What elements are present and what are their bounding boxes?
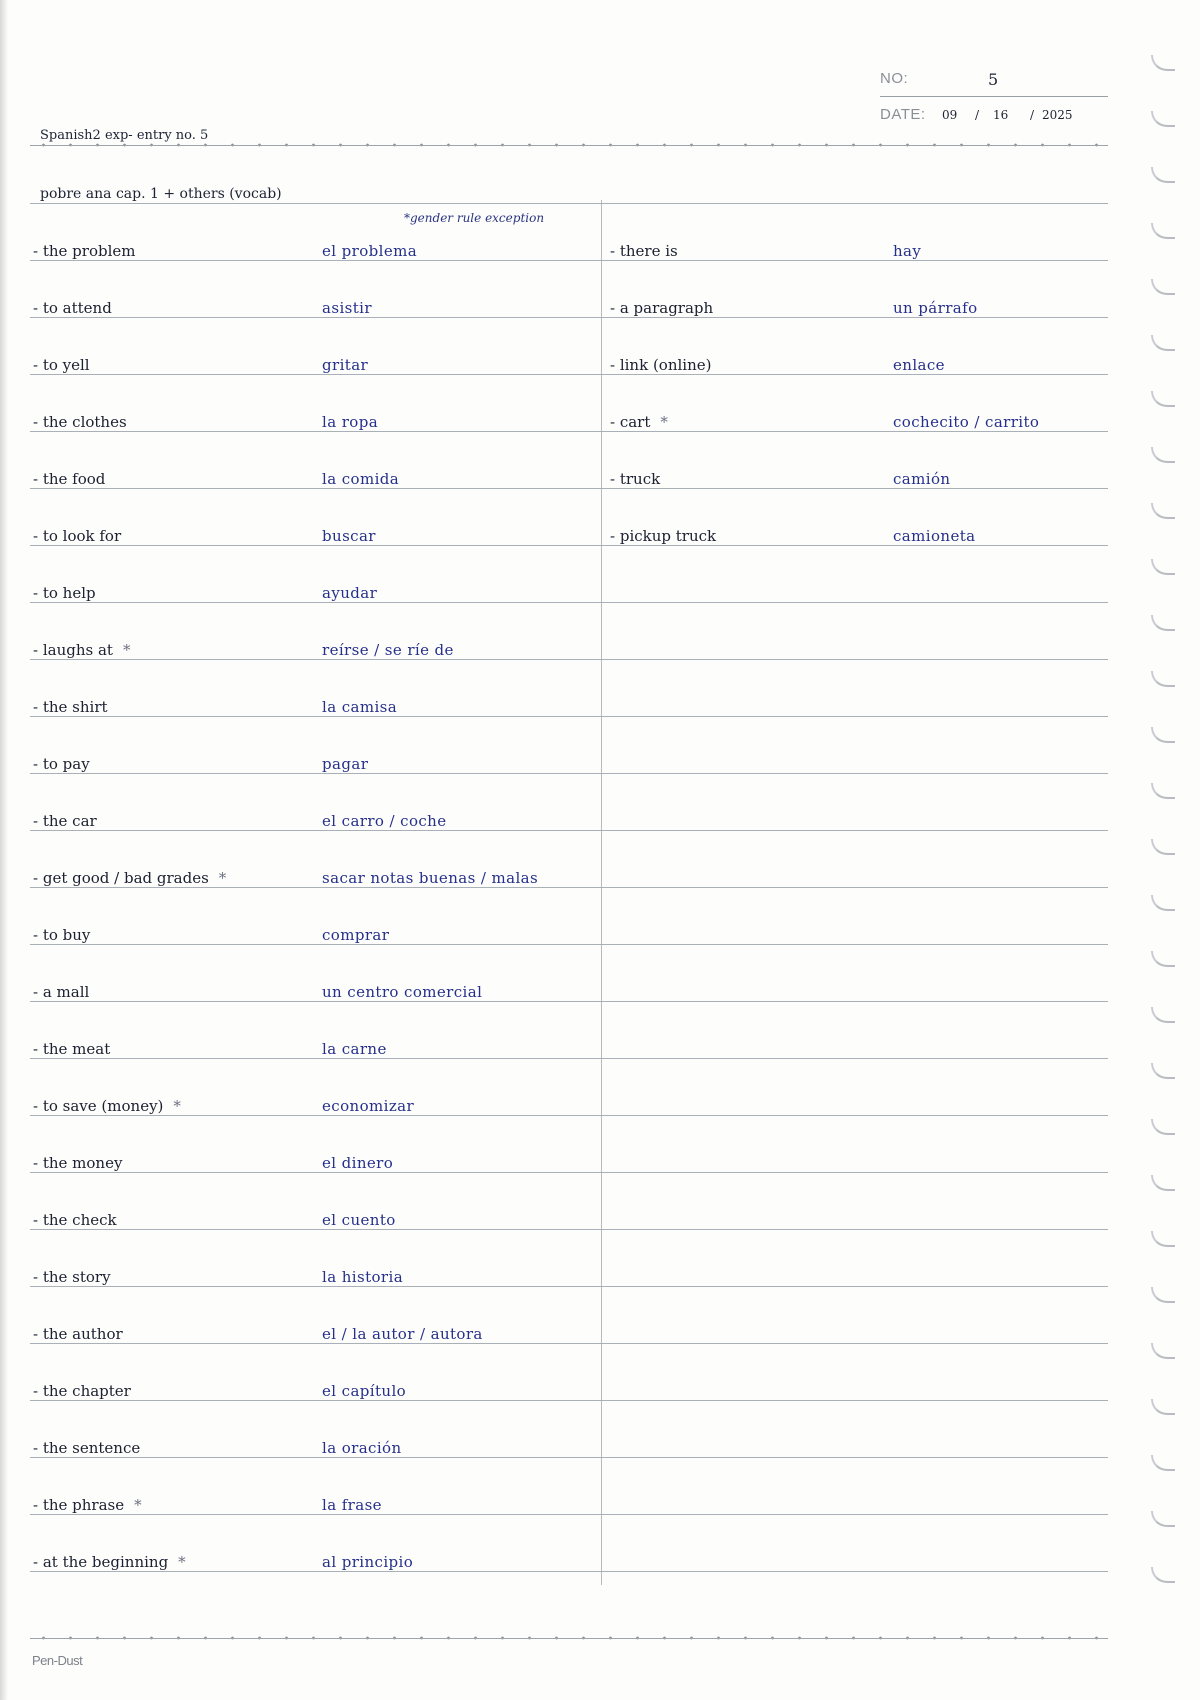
binding-ring — [1151, 1287, 1175, 1303]
vocab-spanish: camioneta — [893, 527, 976, 545]
binding-ring — [1151, 447, 1175, 463]
vocab-spanish: buscar — [322, 527, 376, 545]
vocab-spanish: un párrafo — [893, 299, 978, 317]
ruled-line — [30, 488, 1108, 489]
vocab-english: - the clothes — [33, 413, 127, 431]
vocab-spanish: el carro / coche — [322, 812, 447, 830]
vocab-spanish: ayudar — [322, 584, 378, 602]
binding-ring — [1151, 895, 1175, 911]
vocab-english: - the author — [33, 1325, 123, 1343]
vocab-english: - the food — [33, 470, 106, 488]
vocab-english: - the check — [33, 1211, 117, 1229]
vocab-english: - the problem — [33, 242, 136, 260]
vocab-english: - truck — [610, 470, 661, 488]
binding-ring — [1151, 167, 1175, 183]
binding-ring — [1151, 55, 1175, 71]
date-label: DATE: — [880, 106, 926, 123]
vocab-spanish: al principio — [322, 1553, 414, 1571]
vocab-spanish: el cuento — [322, 1211, 396, 1229]
vocab-spanish: la oración — [322, 1439, 402, 1457]
vocab-english: - the phrase * — [33, 1496, 142, 1514]
ruled-line — [30, 773, 1108, 774]
vocab-english: - there is — [610, 242, 678, 260]
vocab-english: - to yell — [33, 356, 90, 374]
binding-ring — [1151, 1175, 1175, 1191]
notebook-brand-logo: Pen-Dust — [32, 1653, 83, 1668]
ruled-line — [30, 1457, 1108, 1458]
binding-ring — [1151, 727, 1175, 743]
vocab-spanish: hay — [893, 242, 922, 260]
vocab-spanish: el problema — [322, 242, 418, 260]
vocab-english: - get good / bad grades * — [33, 869, 227, 887]
date-month: 09 — [942, 108, 958, 122]
vocab-spanish: reírse / se ríe de — [322, 641, 454, 659]
binding-ring — [1151, 615, 1175, 631]
vocab-spanish: asistir — [322, 299, 372, 317]
star-mark: * — [660, 413, 668, 431]
ruled-line — [30, 1286, 1108, 1287]
ruled-line — [30, 1115, 1108, 1116]
ruled-line — [30, 1058, 1108, 1059]
ruled-line — [30, 602, 1108, 603]
vocab-english: - the meat — [33, 1040, 111, 1058]
vocab-spanish: la comida — [322, 470, 400, 488]
star-mark: * — [122, 641, 131, 659]
vocab-spanish: economizar — [322, 1097, 415, 1115]
vocab-english: - a mall — [33, 983, 90, 1001]
ruled-line — [30, 1229, 1108, 1230]
vocab-spanish: el capítulo — [322, 1382, 407, 1400]
binding-ring — [1151, 111, 1175, 127]
ruled-line — [30, 374, 1108, 375]
ruled-line — [30, 431, 1108, 432]
ruled-line — [30, 545, 1108, 546]
vocab-spanish: cochecito / carrito — [893, 413, 1040, 431]
binding-ring — [1151, 1231, 1175, 1247]
bottom-rule — [30, 1638, 1108, 1639]
star-mark: * — [178, 1553, 186, 1571]
star-mark: * — [173, 1097, 181, 1115]
vocab-english: - the story — [33, 1268, 111, 1286]
vocab-english: - to look for — [33, 527, 122, 545]
date-sep-2: / — [1030, 108, 1035, 122]
binding-ring — [1151, 1511, 1175, 1527]
column-divider — [601, 200, 602, 1585]
vocab-spanish: la carne — [322, 1040, 387, 1058]
vocab-english: - the sentence — [33, 1439, 141, 1457]
vocab-english: - to pay — [33, 755, 90, 773]
ruled-line — [30, 659, 1108, 660]
binding-ring — [1151, 1007, 1175, 1023]
vocab-spanish: gritar — [322, 356, 369, 374]
vocab-english: - the shirt — [33, 698, 108, 716]
binding-ring — [1151, 503, 1175, 519]
vocab-english: - the chapter — [33, 1382, 131, 1400]
vocab-spanish: comprar — [322, 926, 390, 944]
no-label: NO: — [880, 70, 909, 87]
binding-ring — [1151, 1119, 1175, 1135]
binding-ring — [1151, 1063, 1175, 1079]
ruled-line — [30, 1571, 1108, 1572]
ruled-line — [30, 1514, 1108, 1515]
vocab-spanish: la frase — [322, 1496, 382, 1514]
spiral-binding — [1145, 55, 1185, 1675]
vocab-english: - a paragraph — [610, 299, 714, 317]
binding-ring — [1151, 671, 1175, 687]
vocab-subtitle: pobre ana cap. 1 + others (vocab) — [40, 186, 282, 202]
vocab-spanish: sacar notas buenas / malas — [322, 869, 539, 887]
ruled-line — [30, 260, 1108, 261]
ruled-line — [30, 716, 1108, 717]
ruled-line — [30, 944, 1108, 945]
vocab-spanish: la historia — [322, 1268, 404, 1286]
entry-number: 5 — [988, 70, 999, 89]
vocab-spanish: enlace — [893, 356, 945, 374]
ruled-line — [30, 887, 1108, 888]
binding-ring — [1151, 1343, 1175, 1359]
ruled-line — [30, 203, 1108, 204]
vocab-english: - pickup truck — [610, 527, 717, 545]
date-sep-1: / — [975, 108, 980, 122]
star-mark: * — [134, 1496, 142, 1514]
vocab-spanish: el dinero — [322, 1154, 394, 1172]
page-edge-shadow — [0, 0, 8, 1700]
date-day: 16 — [993, 108, 1009, 122]
vocab-english: - to attend — [33, 299, 112, 317]
no-underline — [880, 96, 1108, 97]
binding-ring — [1151, 783, 1175, 799]
vocab-spanish: el / la autor / autora — [322, 1325, 483, 1343]
binding-ring — [1151, 559, 1175, 575]
binding-ring — [1151, 223, 1175, 239]
ruled-line — [30, 1172, 1108, 1173]
vocab-english: - to buy — [33, 926, 91, 944]
binding-ring — [1151, 391, 1175, 407]
vocab-spanish: camión — [893, 470, 951, 488]
vocab-english: - the money — [33, 1154, 123, 1172]
binding-ring — [1151, 839, 1175, 855]
vocab-english: - laughs at * — [33, 641, 131, 659]
binding-ring — [1151, 951, 1175, 967]
top-rule — [30, 145, 1108, 146]
vocab-english: - to help — [33, 584, 96, 602]
gender-rule-note: *gender rule exception — [404, 211, 545, 225]
vocab-spanish: un centro comercial — [322, 983, 483, 1001]
vocab-spanish: la ropa — [322, 413, 379, 431]
ruled-line — [30, 1343, 1108, 1344]
binding-ring — [1151, 1455, 1175, 1471]
vocab-english: - link (online) — [610, 356, 712, 374]
binding-ring — [1151, 1399, 1175, 1415]
binding-ring — [1151, 335, 1175, 351]
vocab-english: - at the beginning * — [33, 1553, 186, 1571]
binding-ring — [1151, 279, 1175, 295]
date-year: 2025 — [1042, 108, 1073, 122]
vocab-spanish: pagar — [322, 755, 369, 773]
page-title: Spanish2 exp- entry no. 5 — [40, 128, 209, 143]
star-mark: * — [218, 869, 227, 887]
ruled-line — [30, 1001, 1108, 1002]
page-header — [880, 66, 1108, 136]
ruled-line — [30, 317, 1108, 318]
ruled-line — [30, 830, 1108, 831]
vocab-english: - the car — [33, 812, 97, 830]
ruled-line — [30, 1400, 1108, 1401]
binding-ring — [1151, 1567, 1175, 1583]
vocab-english: - cart * — [610, 413, 668, 431]
vocab-spanish: la camisa — [322, 698, 398, 716]
vocab-english: - to save (money) * — [33, 1097, 181, 1115]
